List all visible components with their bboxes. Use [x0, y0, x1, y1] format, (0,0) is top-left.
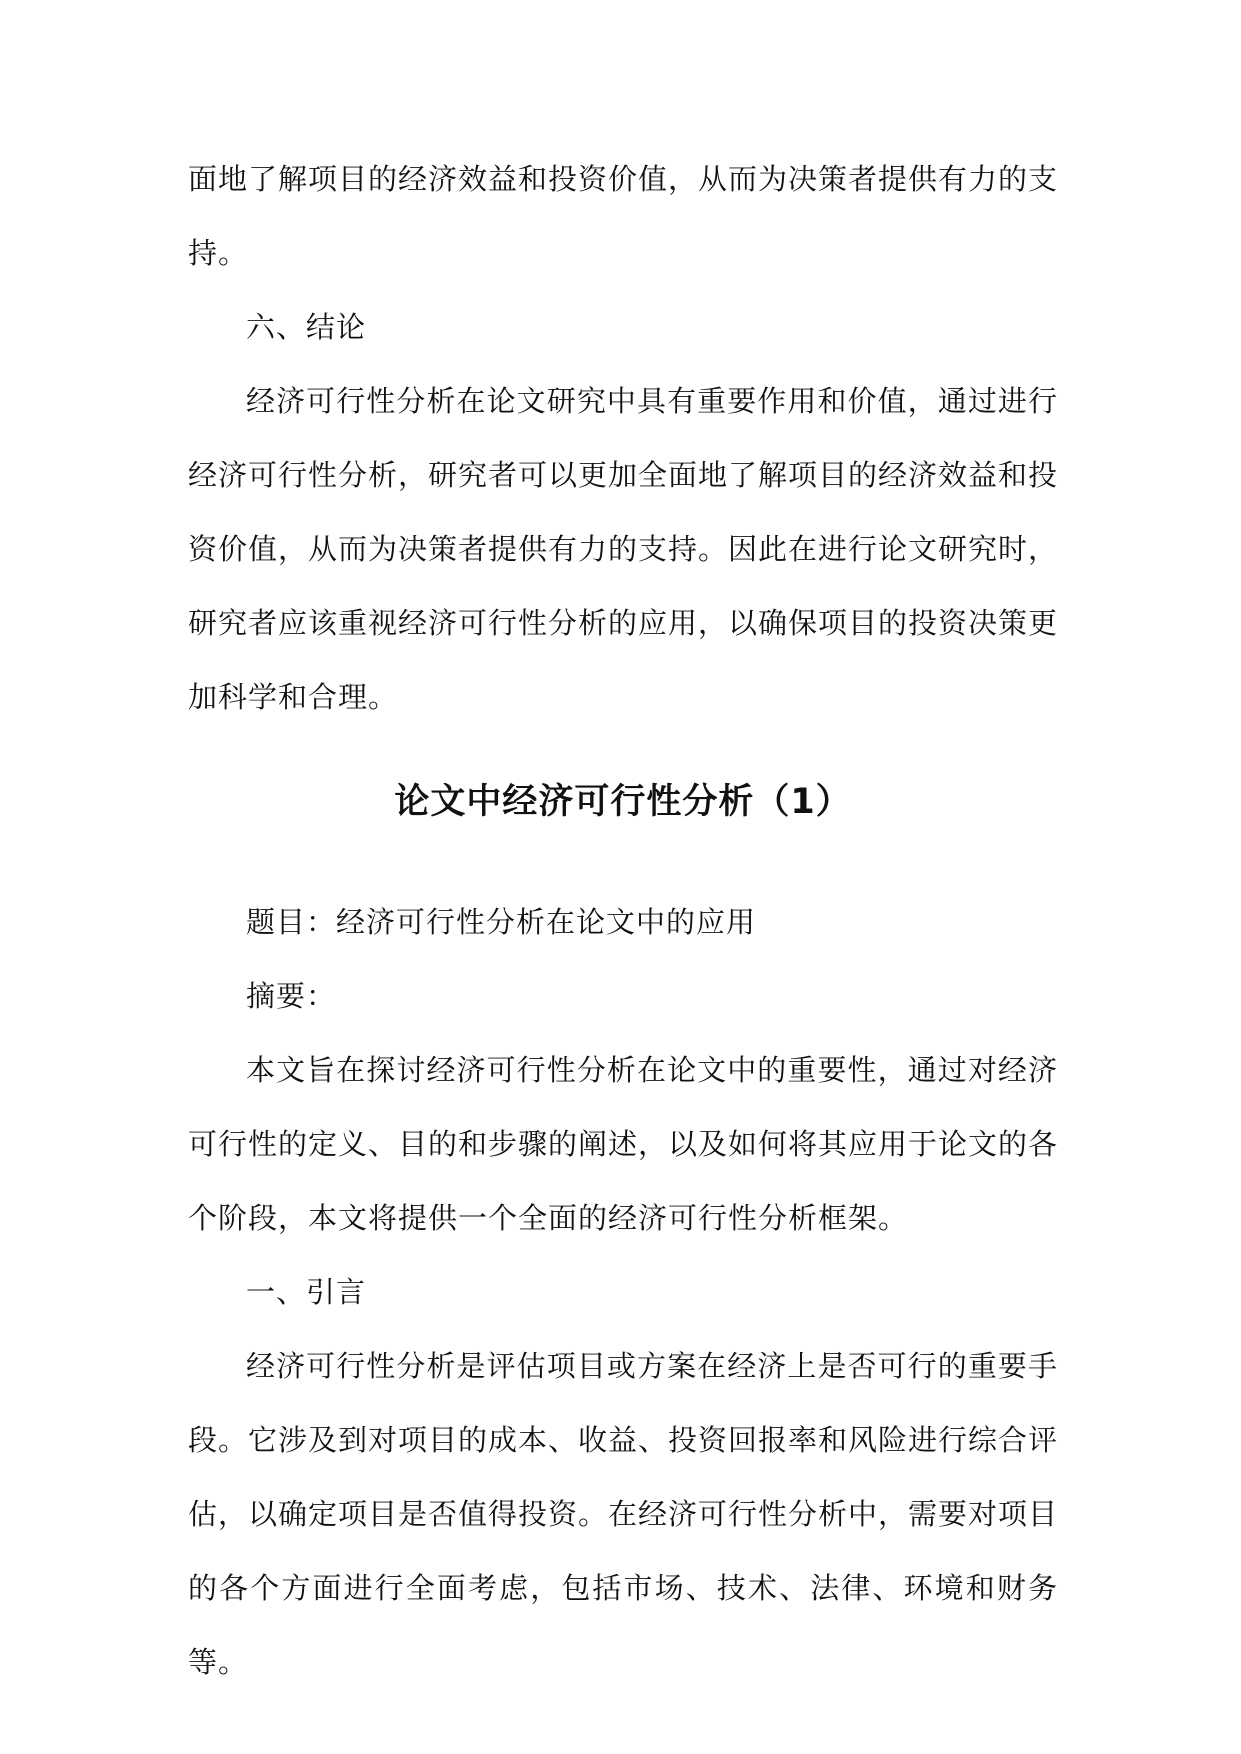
introduction-paragraph: 经济可行性分析是评估项目或方案在经济上是否可行的重要手段。它涉及到对项目的成本、收益、投资回报率和风险进行综合评估，以确定项目是否值得投资。在经济可行性分析中，需要对项目的各个方面进行全面考虑，包括市场、技术、法律、环境和财务等。 [188, 1349, 1059, 1679]
document-body [188, 142, 1058, 1699]
conclusion-heading: 六、结论 [246, 310, 367, 344]
topic-line: 题目：经济可行性分析在论文中的应用 [246, 905, 757, 939]
introduction-heading: 一、引言 [246, 1275, 367, 1309]
spacer [188, 827, 1058, 885]
spacer [188, 734, 1058, 777]
conclusion-paragraph: 经济可行性分析在论文研究中具有重要作用和价值，通过进行经济可行性分析，研究者可以更加全面地了解项目的经济效益和投资价值，从而为决策者提供有力的支持。因此在进行论文研究时，研究者应该重视经济可行性分析的应用，以确保项目的投资决策更加科学和合理。 [188, 384, 1059, 714]
abstract-heading: 摘要： [246, 979, 337, 1013]
abstract-paragraph: 本文旨在探讨经济可行性分析在论文中的重要性，通过对经济可行性的定义、目的和步骤的阐述，以及如何将其应用于论文的各个阶段，本文将提供一个全面的经济可行性分析框架。 [188, 1053, 1059, 1235]
document-title: 论文中经济可行性分析（1） [394, 782, 852, 822]
continued-paragraph: 面地了解项目的经济效益和投资价值，从而为决策者提供有力的支持。 [188, 162, 1059, 270]
